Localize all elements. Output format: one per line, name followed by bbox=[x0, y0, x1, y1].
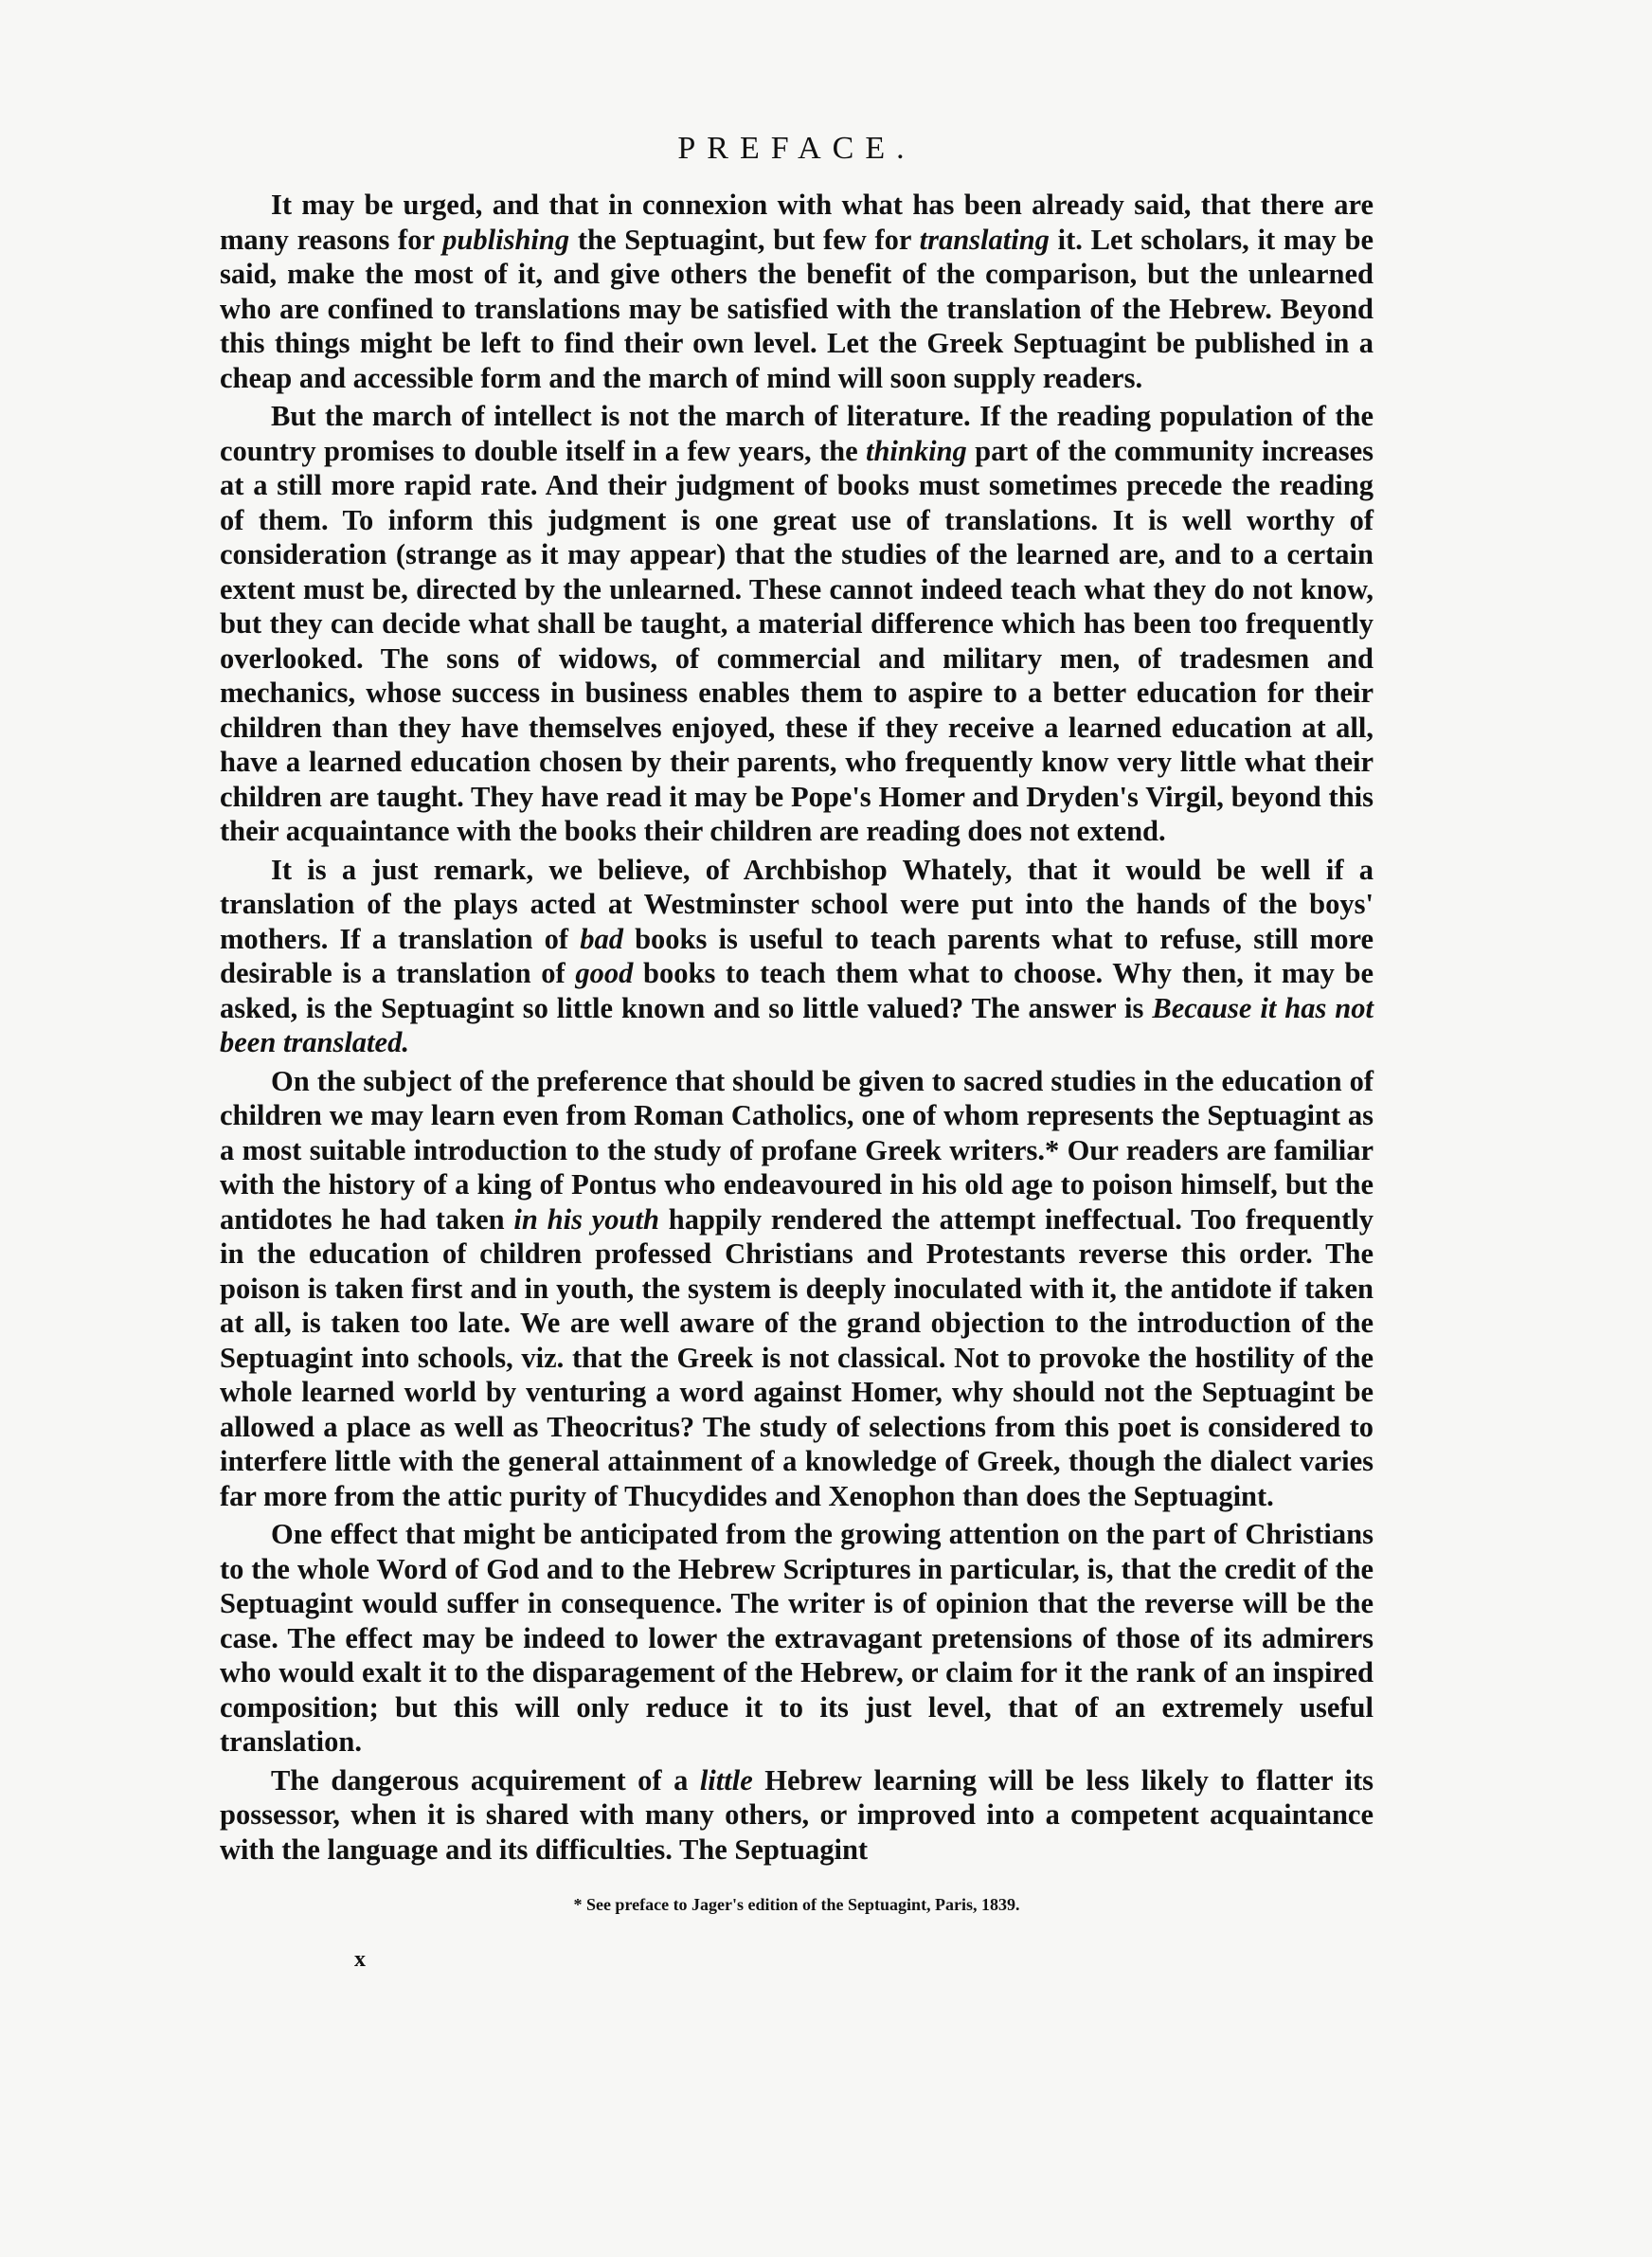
text-span: But the march of intellect is not the march of literature. If the reading population of the country promises to double itself in a few years, the bbox=[220, 400, 1374, 467]
paragraph-2 bbox=[220, 399, 1374, 849]
italic-span: bad bbox=[580, 922, 623, 955]
text-span: The dangerous acquirement of a bbox=[271, 1763, 700, 1797]
italic-span: in his youth bbox=[513, 1202, 659, 1236]
text-span: happily rendered the attempt ineffectual. Too frequently in the education of children professed Christians and Protestants reverse this order. The poison is taken first and in youth, the system is deeply inoculated with it, the antidote if taken at all, is taken too late. We are well aware of the grand objection to the introduction of the Septuagint into schools, viz. that the Greek is not classical. Not to provoke the hostility of the whole learned world by venturing a word against Homer, why should not the Septuagint be allowed a place as well as Theocritus? The study of selections from this poet is considered to interfere little with the general attainment of a knowledge of Greek, though the dialect varies far more from the attic purity of Thucydides and Xenophon than does the Septuagint. bbox=[220, 1202, 1374, 1512]
page-title: PREFACE. bbox=[677, 131, 916, 166]
text-span: part of the community increases at a still more rapid rate. And their judgment of books must sometimes precede the reading of them. To inform this judgment is one great use of translations. It is well worthy of consideration (strange as it may appear) that the studies of the learned are, and to a certain extent must be, directed by the unlearned. These cannot indeed teach what they do not know, but they can decide what shall be taught, a material difference which has been too frequently overlooked. The sons of widows, of commercial and military men, of tradesmen and mechanics, whose success in business enables them to aspire to a better education for their children than they have themselves enjoyed, these if they receive a learned education at all, have a learned education chosen by their parents, who frequently know very little what their children are taught. They have read it may be Pope's Homer and Dryden's Virgil, beyond this their acquaintance with the books their children are reading does not extend. bbox=[220, 434, 1374, 847]
text-span: One effect that might be anticipated from the growing attention on the part of Christians to the whole Word of God and to the Hebrew Scriptures in particular, is, that the credit of the Septuagint would suffer in consequence. The writer is of opinion that the reverse will be the case. The effect may be indeed to lower the extravagant pretensions of those of its admirers who would exalt it to the disparagement of the Hebrew, or claim for it the rank of an inspired composition; but this will only reduce it to its just level, that of an extremely useful translation. bbox=[220, 1518, 1374, 1758]
paragraph-5 bbox=[220, 1517, 1374, 1760]
text-span: it. Let scholars, it may be said, make the most of it, and give others the benefit of the comparison, but the unlearned who are confined to translations may be satisfied with the translation of the Hebrew. Beyond this things might be left to find their own level. Let the Greek Septuagint be published in a cheap and accessible form and the march of mind will soon supply readers. bbox=[220, 223, 1374, 394]
italic-span: little bbox=[699, 1763, 753, 1797]
text-span: On the subject of the preference that should be given to sacred studies in the education of children we may learn even from Roman Catholics, one of whom represents the Septuagint as a most suitable introduction to the study of profane Greek writers.* Our readers are familiar with the history of a king of Pontus who endeavoured in his old age to poison himself, but the antidotes he had taken bbox=[220, 1064, 1374, 1236]
text-span: the Septuagint, but few for bbox=[569, 223, 920, 256]
preface-body bbox=[220, 188, 1374, 1867]
text-span: Hebrew learning will be less likely to flatter its possessor, when it is shared with many others, or improved into a competent acquaintance with the language and its difficulties. The Septuagint bbox=[220, 1763, 1374, 1866]
paragraph-4 bbox=[220, 1064, 1374, 1514]
footnote: * See preface to Jager's edition of the Septuagint, Paris, 1839. bbox=[573, 1895, 1020, 1914]
text-span: books is useful to teach parents what to refuse, still more desirable is a translation of bbox=[220, 922, 1374, 989]
paragraph-3 bbox=[220, 853, 1374, 1060]
italic-span: thinking bbox=[865, 434, 967, 467]
page-number: x bbox=[354, 1947, 366, 1972]
paragraph-1 bbox=[220, 188, 1374, 395]
text-span: It may be urged, and that in connexion with what has been already said, that there are many reasons for bbox=[220, 189, 1374, 256]
italic-span: good bbox=[575, 957, 634, 989]
document-page bbox=[220, 131, 1374, 1973]
text-span: It is a just remark, we believe, of Archbishop Whately, that it would be well if a translation of the plays acted at Westminster school were put into the hands of the boys' mothers. If a translation of bbox=[220, 853, 1374, 955]
italic-span: publishing bbox=[442, 223, 570, 256]
text-span: books to teach them what to choose. Why then, it may be asked, is the Septuagint so little known and so little valued? The answer is bbox=[220, 957, 1374, 1024]
paragraph-6 bbox=[220, 1763, 1374, 1868]
italic-span: translating bbox=[919, 223, 1050, 256]
italic-span: Because it has not been translated. bbox=[220, 991, 1374, 1058]
